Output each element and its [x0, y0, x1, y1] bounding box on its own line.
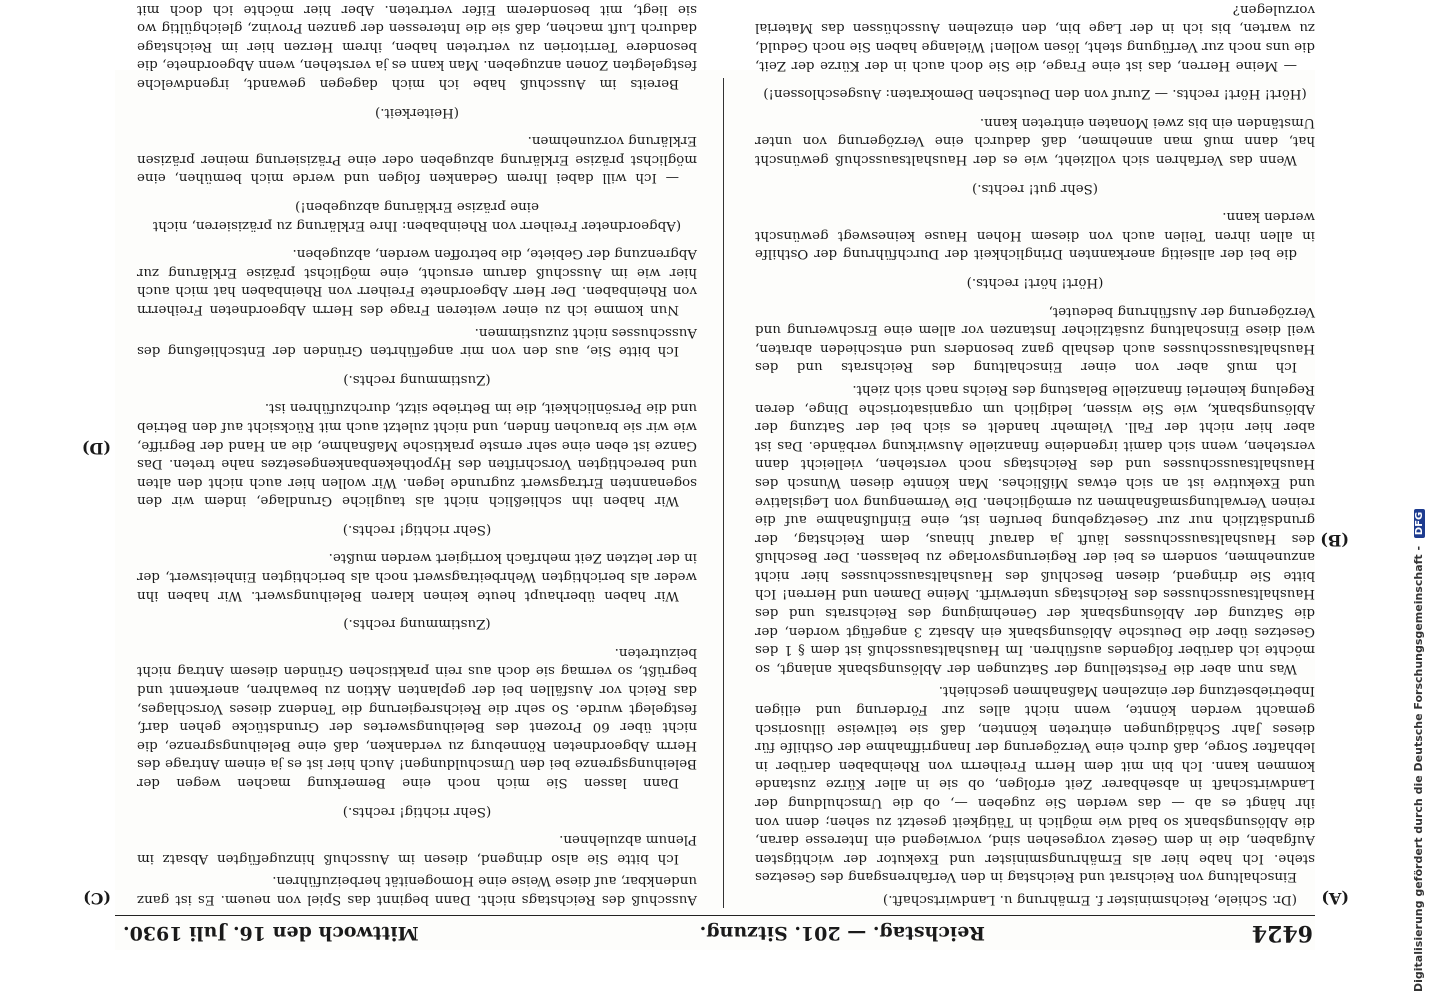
margin-letter-a: (A) — [1321, 889, 1349, 908]
interjection: (Zustimmung rechts.) — [343, 371, 491, 387]
column-divider — [723, 78, 724, 908]
interjection: (Hört! hört! rechts.) — [966, 275, 1104, 290]
paragraph: Wir haben überhaupt heute keinen klaren Beleihungswert. Wir haben ihn weder als berichtigten Wehrbeitragswert noch als berichtigten Einheitswert, der in der letzten Zeit mehrfach korrigiert werden mußte. — [137, 550, 697, 603]
paragraph: Ich bitte Sie, aus den von mir angeführten Gründen der Entschließung des Ausschusses nicht zuzustimmen. — [137, 324, 697, 359]
interjection: (Abgeordneter Freiherr von Rheinbaben: Ihre Erklärung zu präzisieren, nicht eine präzise Erklärung abzugeben!) — [152, 199, 682, 233]
paragraph: Einschaltung von Reichsrat und Reichstag in den Verfahrensgang des Gesetzes stehe. Ich habe hier als Ernährungsminister und Exekutor der wichtigsten Aufgaben, die in dem Gesetz vorgesehen sind, vorwiegend ein Interesse daran, die Ablösungsbank so bald wie möglich in Tätigkeit gesetzt zu sehen; denn von ihr hängt es ab — das werden Sie zugeben —, ob die Umschuldung der Landwirtschaft in absehbarer Zeit erfolgen, ob sie in aller Kürze zustande kommen kann. Ich bin mit dem Herrn Freiherrn von Rheinbaben darüber in lebhafter Sorge, daß durch eine Verzögerung der Inangriffnahme der Osthilfe für dieses Jahr Schädigungen eintreten könnten, daß sie teilweise illusorisch gemacht werden könnte, wenn nicht alles zur Förderung und eiligen Inbetriebsetzung der einzelnen Maßnahmen geschieht. — [755, 683, 1315, 885]
interjection: (Sehr gut! rechts.) — [972, 180, 1099, 196]
margin-letter-c: (C) — [83, 889, 111, 908]
paragraph: Ich bitte Sie also dringend, diesen im Ausschuß hinzugefügten Absatz im Plenum abzulehnen. — [137, 832, 697, 866]
session-date: Mittwoch den 16. Juli 1930. — [123, 922, 419, 944]
left-column — [755, 1, 1315, 908]
page-number: 6424 — [1251, 920, 1313, 946]
margin-letter-d: (D) — [81, 439, 111, 458]
paragraph: Wir haben ihn schließlich nicht als taugliche Grundlage, indem wir den sogenannten Ertragswert zugrunde legen. Wir wollen hier auch nicht den alten und berechtigten Vorschriften des Hypothekenbankengesetzes nahe treten. Das Ganze ist eben eine sehr ernste praktische Maßnahme, die an Hand der Begriffe, wie wir sie brauchen finden, und nicht zuletzt auch mit Rücksicht auf den Betrieb und die Persönlichkeit, die im Betriebe sitzt, durchzuführen ist. — [137, 400, 697, 509]
digitization-footer — [1412, 509, 1425, 992]
interjection: (Sehr richtig! rechts.) — [342, 521, 492, 537]
paragraph: — Ich will dabei Ihrem Gedanken folgen und werde mich bemühen, eine möglichst präzise Erklärung abzugeben oder eine Präzisierung meiner präzisen Erklärung vorzunehmen. — [137, 133, 697, 186]
interjection: (Heiterkeit.) — [375, 104, 459, 120]
paragraph: Bereits im Ausschuß habe ich mich dagegen gewandt, irgendwelche festgelegten Zonen anzugeben. Man kann es ja verstehen, wenn Abgeordnete, die besondere Territorien zu vertreten haben, ihrem Herzen hier im Reichstage dadurch Luft machen, daß sie die Interessen der ganzen Provinz, gleichgültig wo sie liegt, mit besonderem Eifer vertreten. Aber hier möchte ich doch mit — [137, 1, 697, 92]
paragraph: Ich muß aber von einer Einschaltung des Reichsrats und des Haushaltsausschusses auch deshalb ganz besonders und entschieden abraten, weil diese Einschaltung zusätzlicher Instanzen vor allem eine Erschwerung und Verzögerung der Ausführung bedeutet, — [755, 303, 1315, 375]
paragraph: Wenn das Verfahren sich vollzieht, wie es der Haushaltsausschuß gewünscht hat, dann muß man annehmen, daß dadurch eine Verzögerung von unter Umständen ein bis zwei Monaten eintreten kann. — [755, 114, 1315, 168]
interjection: (Zustimmung rechts.) — [343, 616, 491, 632]
paragraph: Dann lassen Sie mich noch eine Bemerkung machen wegen der Beleihungsgrenze bei den Umschuldungen! Auch hier ist es ja einem Antrage des Herrn Abgeordneten Rönneburg zu verdanken, daß eine Beleihungsgrenze, die nicht über 60 Prozent des Beleihungswertes der Grundstücke gehen darf, festgelegt wurde. So sehr die Reichsregierung die Tendenz dieses Vorschlages, das Reich vor Ausfällen bei der geplanten Aktion zu bewahren, anerkennt und begrüßt, so vermag sie doch aus rein praktischen Gründen diesem Antrag nicht beizutreten. — [137, 644, 697, 791]
margin-letter-b: (B) — [1320, 531, 1349, 550]
paragraph: — Meine Herren, das ist eine Frage, die Sie doch auch in der Kürze der Zeit, die uns noch zur Verfügung steht, lösen wollen! Wielange haben Sie noch Geduld, zu warten, bis ich in der Lage bin, den einzelnen Ausschüssen das Material vorzulegen? — [755, 1, 1315, 73]
right-column — [137, 1, 697, 908]
interjection: (Sehr richtig! rechts.) — [342, 803, 492, 819]
paragraph: (Dr. Schiele, Reichsminister f. Ernährung u. Landwirtschaft.) — [882, 892, 1297, 907]
page-header — [115, 915, 1315, 950]
paragraph: Was nun aber die Feststellung der Satzungen der Ablösungsbank anlangt, so möchte ich darüber folgendes ausführen. Im Haushaltsausschuß ist dem § 1 des Gesetzes über die Deutsche Ablösungsbank ein Absatz 3 angefügt worden, der die Satzung der Ablösungsbank der Genehmigung des Reichsrats und des Haushaltsausschusses des Reichstags unterwirft. Meine Damen und Herren! Ich bitte Sie dringend, diesen Beschluß des Haushaltsausschusses hier nicht anzunehmen, sondern es bei der Regierungsvorlage zu belassen. Der Beschluß des Haushaltsausschusses läuft ja darauf hinaus, dem Reichstag, der grundsätzlich nur zur Gesetzgebung berufen ist, eine Einflußnahme auf die reinen Verwaltungsmaßnahmen zu ermöglichen. Die Vermengung von Legislative und Exekutive ist an sich etwas Mißliches. Man könnte diesen Wunsch des Haushaltsausschusses und des Reichstags noch verstehen, vielleicht dann verstehen, wenn sich damit irgendeine finanzielle Auswirkung verbände. Das ist aber hier nicht der Fall. Vielmehr handelt es sich bei der Satzung der Ablösungsbank, wie Sie wissen, lediglich um organisatorische Dinge, deren Regelung keinerlei finanzielle Belastung des Reichs nach sich zieht. — [755, 381, 1315, 676]
paragraph: Ausschuß des Reichstags nicht. Dann beginnt das Spiel von neuem. Es ist ganz undenkbar, auf diese Weise eine Homogenität herbeizuführen. — [137, 873, 697, 907]
scanned-page — [81, 1, 1349, 950]
paragraph: Nun komme ich zu einer weiteren Frage des Herrn Abgeordneten Freiherrn von Rheinbaben. Der Herr Abgeordnete Freiherr von Rheinbaben hat mich auch hier wie im Ausschuß darum ersucht, eine möglichst präzise Erklärung zur Abgrenzung der Gebiete, die betroffen werden, abzugeben. — [137, 246, 697, 317]
footer-text: Digitalisierung gefördert durch die Deutsche Forschungsgemeinschaft - — [1412, 545, 1425, 992]
dfg-logo: DFG — [1414, 509, 1425, 538]
interjection: (Hört! Hört! rechts. — Zuruf von den Deutschen Demokraten: Ausgeschlossen!) — [763, 86, 1307, 102]
session-title: Reichstag. — 201. Sitzung. — [699, 922, 985, 944]
paragraph: die bei der allseitig anerkannten Dringlichkeit der Durchführung der Osthilfe in allen ihren Teilen auch von diesem Hohen Hause keineswegt gewünscht werden kann. — [755, 209, 1315, 262]
